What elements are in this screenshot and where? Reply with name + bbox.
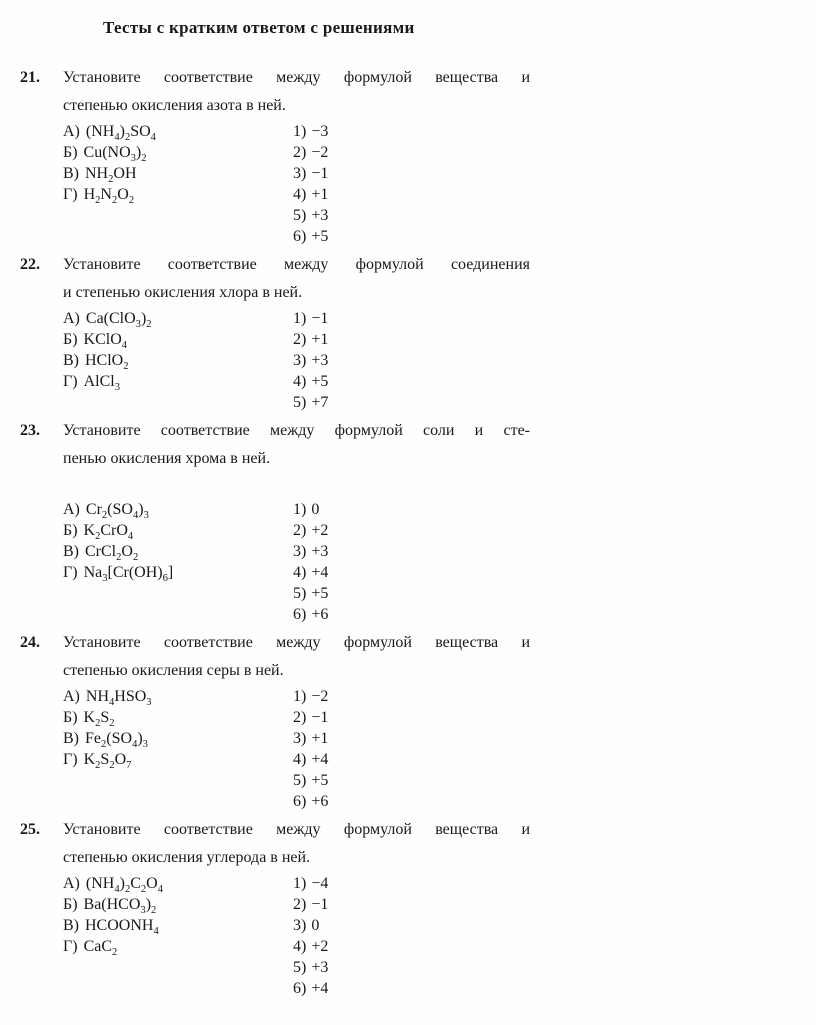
- option-letter: В): [63, 352, 79, 369]
- option-formula-empty: [63, 226, 293, 247]
- question-text: [63, 251, 530, 307]
- answer-number: 5): [293, 959, 307, 976]
- option-formula: [63, 308, 293, 329]
- match-row: [63, 371, 530, 392]
- option-formula: [63, 728, 293, 749]
- match-row: [63, 541, 530, 562]
- oxidation-state: +2: [311, 522, 329, 539]
- answer-number: 3): [293, 730, 307, 747]
- match-row: [63, 728, 530, 749]
- option-letter: В): [63, 917, 79, 934]
- match-row: [63, 770, 530, 791]
- oxidation-state: +5: [311, 373, 329, 390]
- oxidation-state: 0: [311, 917, 320, 934]
- oxidation-state: −3: [311, 123, 329, 140]
- match-row: [63, 978, 530, 999]
- question-text-line: и степенью окисления хлора в ней.: [63, 284, 303, 301]
- answer-item: [293, 371, 530, 392]
- question-number: 22.: [20, 256, 40, 273]
- question-text: [63, 64, 530, 120]
- answer-number: 2): [293, 331, 307, 348]
- option-letter: Б): [63, 896, 78, 913]
- chemical-formula: $Ba(HCO_3)_2$: [83, 896, 157, 917]
- answer-number: 3): [293, 917, 307, 934]
- chemical-formula: HClO$_2$: [85, 352, 129, 373]
- chemical-formula: $HCOONH_4$: [85, 917, 159, 938]
- oxidation-state: −4: [311, 875, 329, 892]
- option-formula: [63, 350, 293, 371]
- option-letter: А): [63, 688, 80, 705]
- question-21: [20, 64, 816, 247]
- option-formula-empty: [63, 583, 293, 604]
- oxidation-state: −1: [311, 709, 329, 726]
- answer-number: 4): [293, 751, 307, 768]
- oxidation-state: +3: [311, 352, 329, 369]
- oxidation-state: −1: [311, 310, 329, 327]
- option-formula: [63, 121, 293, 142]
- oxidation-state: +5: [311, 228, 329, 245]
- oxidation-state: +2: [311, 938, 329, 955]
- oxidation-state: +3: [311, 207, 329, 224]
- option-formula: [63, 686, 293, 707]
- oxidation-state: +1: [311, 331, 329, 348]
- oxidation-state: −1: [311, 896, 329, 913]
- match-row: [63, 562, 530, 583]
- answer-number: 1): [293, 501, 307, 518]
- chemical-formula: $(NH_4)_2C_2O_4$: [85, 875, 164, 896]
- question-text-line: Установите соответствие между формулой вещества и: [63, 821, 530, 838]
- question-text-line: Установите соответствие между формулой вещества и: [63, 634, 530, 651]
- matching-table: [63, 873, 530, 999]
- option-letter: В): [63, 730, 79, 747]
- answer-number: 2): [293, 709, 307, 726]
- question-text-line: пенью окисления хрома в ней.: [63, 450, 271, 467]
- question-text-line: Установите соответствие между формулой соединения: [63, 256, 530, 273]
- answer-item: [293, 770, 530, 791]
- question-number: 25.: [20, 821, 40, 838]
- answer-item: [293, 707, 530, 728]
- match-row: [63, 873, 530, 894]
- question-24: [20, 629, 816, 812]
- match-row: [63, 707, 530, 728]
- answer-item: [293, 583, 530, 604]
- question-number: 24.: [20, 634, 40, 651]
- option-letter: Г): [63, 186, 78, 203]
- option-formula-empty: [63, 392, 293, 413]
- match-row: [63, 749, 530, 770]
- option-letter: В): [63, 543, 79, 560]
- answer-item: [293, 329, 530, 350]
- match-row: [63, 184, 530, 205]
- oxidation-state: 0: [311, 501, 320, 518]
- question-number: 23.: [20, 422, 40, 439]
- option-letter: А): [63, 875, 80, 892]
- answer-number: 4): [293, 938, 307, 955]
- question-text-line: степенью окисления углерода в ней.: [63, 849, 311, 866]
- option-formula: [63, 184, 293, 205]
- answer-item: [293, 562, 530, 583]
- oxidation-state: +1: [311, 186, 329, 203]
- answer-item: [293, 936, 530, 957]
- option-formula: [63, 163, 293, 184]
- answer-number: 3): [293, 352, 307, 369]
- option-letter: А): [63, 310, 80, 327]
- option-letter: Г): [63, 564, 78, 581]
- chemical-formula: $NH_4HSO_3$: [85, 688, 152, 709]
- answer-number: 6): [293, 606, 307, 623]
- match-row: [63, 791, 530, 812]
- answer-number: 6): [293, 980, 307, 997]
- match-row: [63, 520, 530, 541]
- option-formula: [63, 371, 293, 392]
- answer-item: [293, 163, 530, 184]
- option-letter: А): [63, 501, 80, 518]
- chemical-formula: $Ca(ClO_3)_2$: [85, 310, 152, 331]
- option-formula-empty: [63, 791, 293, 812]
- oxidation-state: +4: [311, 751, 329, 768]
- option-formula-empty: [63, 770, 293, 791]
- match-row: [63, 957, 530, 978]
- answer-item: [293, 392, 530, 413]
- answer-number: 1): [293, 875, 307, 892]
- chemical-formula: $K_2S_2$: [83, 709, 115, 730]
- chemical-formula: $Na_3[Cr(OH)_6]$: [83, 564, 174, 585]
- option-letter: Б): [63, 331, 78, 348]
- option-letter: А): [63, 123, 80, 140]
- oxidation-state: +5: [311, 772, 329, 789]
- chemical-formula: $(NH_4)_2SO_4$: [85, 123, 156, 144]
- question-text-line: Установите соответствие между формулой вещества и: [63, 69, 530, 86]
- answer-number: 1): [293, 123, 307, 140]
- chemical-formula: $CrCl_2O_2$: [85, 543, 139, 564]
- oxidation-state: +6: [311, 793, 329, 810]
- answer-item: [293, 957, 530, 978]
- option-formula: [63, 936, 293, 957]
- chemical-formula: AlCl$_3$: [83, 373, 120, 394]
- match-row: [63, 392, 530, 413]
- answer-number: 4): [293, 564, 307, 581]
- answer-number: 6): [293, 793, 307, 810]
- answer-item: [293, 226, 530, 247]
- question-text-line: Установите соответствие между формулой соли и сте-: [63, 422, 530, 439]
- match-row: [63, 915, 530, 936]
- chemical-formula: CaC$_2$: [83, 938, 118, 959]
- oxidation-state: +6: [311, 606, 329, 623]
- match-row: [63, 583, 530, 604]
- matching-table: [63, 686, 530, 812]
- option-formula: [63, 749, 293, 770]
- answer-number: 1): [293, 688, 307, 705]
- answer-item: [293, 894, 530, 915]
- answer-item: [293, 873, 530, 894]
- question-text-line: степенью окисления азота в ней.: [63, 97, 286, 114]
- oxidation-state: +4: [311, 564, 329, 581]
- option-formula: [63, 499, 293, 520]
- match-row: [63, 121, 530, 142]
- option-formula: [63, 894, 293, 915]
- answer-item: [293, 308, 530, 329]
- answer-item: [293, 121, 530, 142]
- question-22: [20, 251, 816, 413]
- answer-number: 1): [293, 310, 307, 327]
- answer-number: 2): [293, 522, 307, 539]
- answer-item: [293, 499, 530, 520]
- answer-number: 5): [293, 207, 307, 224]
- oxidation-state: +3: [311, 543, 329, 560]
- answer-item: [293, 915, 530, 936]
- answer-item: [293, 604, 530, 625]
- option-formula: [63, 915, 293, 936]
- oxidation-state: −2: [311, 144, 329, 161]
- option-formula: [63, 562, 293, 583]
- option-formula-empty: [63, 205, 293, 226]
- match-row: [63, 604, 530, 625]
- match-row: [63, 142, 530, 163]
- option-letter: Г): [63, 938, 78, 955]
- option-letter: Г): [63, 751, 78, 768]
- answer-number: 5): [293, 772, 307, 789]
- oxidation-state: −2: [311, 688, 329, 705]
- match-row: [63, 226, 530, 247]
- answer-item: [293, 184, 530, 205]
- chemical-formula: $K_2CrO_4$: [83, 522, 134, 543]
- option-formula: [63, 329, 293, 350]
- chemical-formula: $NH_2OH$: [85, 165, 137, 186]
- option-letter: Б): [63, 709, 78, 726]
- option-letter: Г): [63, 373, 78, 390]
- answer-number: 5): [293, 394, 307, 411]
- chemical-formula: $Cr_2(SO_4)_3$: [85, 501, 149, 522]
- option-letter: В): [63, 165, 79, 182]
- option-formula-empty: [63, 604, 293, 625]
- answer-number: 6): [293, 228, 307, 245]
- answer-item: [293, 728, 530, 749]
- page-title: Тесты с кратким ответом с решениями: [103, 18, 415, 37]
- option-letter: Б): [63, 522, 78, 539]
- answer-item: [293, 350, 530, 371]
- answer-number: 3): [293, 165, 307, 182]
- oxidation-state: +3: [311, 959, 329, 976]
- question-text: [63, 816, 530, 872]
- answer-number: 2): [293, 144, 307, 161]
- option-formula-empty: [63, 957, 293, 978]
- answer-item: [293, 541, 530, 562]
- answer-number: 4): [293, 373, 307, 390]
- answer-item: [293, 520, 530, 541]
- match-row: [63, 894, 530, 915]
- match-row: [63, 499, 530, 520]
- answer-number: 4): [293, 186, 307, 203]
- answer-item: [293, 791, 530, 812]
- oxidation-state: +1: [311, 730, 329, 747]
- answer-number: 3): [293, 543, 307, 560]
- oxidation-state: +7: [311, 394, 329, 411]
- chemical-formula: KClO$_4$: [83, 331, 128, 352]
- answer-item: [293, 205, 530, 226]
- oxidation-state: +5: [311, 585, 329, 602]
- option-formula-empty: [63, 978, 293, 999]
- question-25: [20, 816, 816, 999]
- match-row: [63, 936, 530, 957]
- answer-item: [293, 978, 530, 999]
- matching-table: [63, 308, 530, 413]
- chemical-formula: $H_2N_2O_2$: [83, 186, 135, 207]
- oxidation-state: −1: [311, 165, 329, 182]
- match-row: [63, 308, 530, 329]
- option-letter: Б): [63, 144, 78, 161]
- option-formula: [63, 520, 293, 541]
- answer-item: [293, 686, 530, 707]
- question-number: 21.: [20, 69, 40, 86]
- question-text: [63, 629, 530, 685]
- option-formula: [63, 873, 293, 894]
- answer-number: 2): [293, 896, 307, 913]
- matching-table: [63, 121, 530, 247]
- matching-table: [63, 499, 530, 625]
- match-row: [63, 329, 530, 350]
- option-formula: [63, 142, 293, 163]
- option-formula: [63, 541, 293, 562]
- match-row: [63, 163, 530, 184]
- question-23: [20, 417, 816, 625]
- question-text-line: степенью окисления серы в ней.: [63, 662, 284, 679]
- oxidation-state: +4: [311, 980, 329, 997]
- answer-number: 5): [293, 585, 307, 602]
- chemical-formula: $Cu(NO_3)_2$: [83, 144, 147, 165]
- chemical-formula: $K_2S_2O_7$: [83, 751, 132, 772]
- match-row: [63, 205, 530, 226]
- match-row: [63, 350, 530, 371]
- answer-item: [293, 749, 530, 770]
- chemical-formula: $Fe_2(SO_4)_3$: [85, 730, 148, 751]
- answer-item: [293, 142, 530, 163]
- match-row: [63, 686, 530, 707]
- option-formula: [63, 707, 293, 728]
- question-text: [63, 417, 530, 473]
